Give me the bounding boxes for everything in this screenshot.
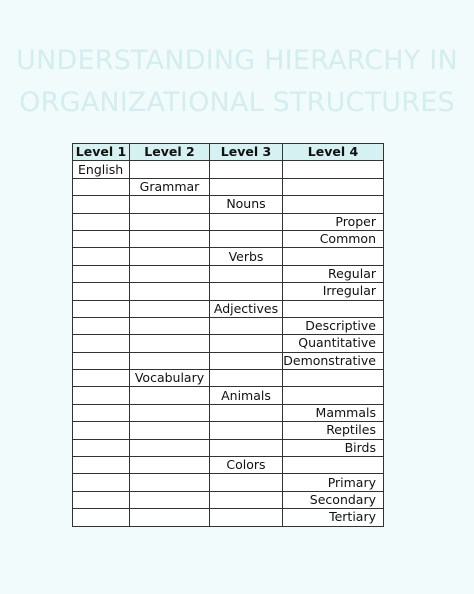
header-level-4: Level 4	[283, 144, 384, 161]
table-header-row	[73, 144, 384, 161]
table-cell-level-3[interactable]	[210, 178, 283, 195]
table-cell-level-3[interactable]	[210, 265, 283, 282]
table-cell-level-2[interactable]	[130, 352, 210, 369]
hierarchy-table-container	[72, 143, 383, 527]
table-cell-level-2[interactable]	[130, 196, 210, 213]
table-cell-level-1[interactable]	[73, 474, 130, 491]
table-cell-level-3[interactable]: Colors	[210, 457, 283, 474]
table-row	[73, 457, 384, 474]
table-cell-level-4[interactable]	[283, 370, 384, 387]
table-cell-level-2[interactable]	[130, 213, 210, 230]
table-row	[73, 335, 384, 352]
table-cell-level-2[interactable]	[130, 161, 210, 178]
table-cell-level-2[interactable]	[130, 317, 210, 334]
table-cell-level-4[interactable]: Irregular	[283, 283, 384, 300]
table-cell-level-2[interactable]	[130, 439, 210, 456]
table-cell-level-2[interactable]	[130, 422, 210, 439]
table-cell-level-1[interactable]	[73, 404, 130, 421]
table-row	[73, 213, 384, 230]
table-body	[73, 161, 384, 526]
table-cell-level-4[interactable]: Reptiles	[283, 422, 384, 439]
table-cell-level-4[interactable]: Quantitative	[283, 335, 384, 352]
table-cell-level-2[interactable]	[130, 457, 210, 474]
table-cell-level-4[interactable]	[283, 248, 384, 265]
table-row	[73, 317, 384, 334]
table-cell-level-2[interactable]	[130, 474, 210, 491]
table-cell-level-4[interactable]: Demonstrative	[283, 352, 384, 369]
table-cell-level-4[interactable]	[283, 196, 384, 213]
table-cell-level-2[interactable]	[130, 387, 210, 404]
table-row	[73, 439, 384, 456]
table-cell-level-3[interactable]: Verbs	[210, 248, 283, 265]
table-row	[73, 422, 384, 439]
table-cell-level-3[interactable]: Adjectives	[210, 300, 283, 317]
table-cell-level-1[interactable]	[73, 230, 130, 247]
table-cell-level-2[interactable]	[130, 335, 210, 352]
table-cell-level-1[interactable]	[73, 422, 130, 439]
table-cell-level-2[interactable]	[130, 230, 210, 247]
table-cell-level-3[interactable]	[210, 509, 283, 526]
table-row	[73, 283, 384, 300]
table-cell-level-2[interactable]	[130, 300, 210, 317]
table-cell-level-4[interactable]: Descriptive	[283, 317, 384, 334]
table-row	[73, 196, 384, 213]
table-row	[73, 474, 384, 491]
table-cell-level-1[interactable]	[73, 457, 130, 474]
table-cell-level-1[interactable]	[73, 196, 130, 213]
table-cell-level-3[interactable]	[210, 422, 283, 439]
table-row	[73, 300, 384, 317]
table-row	[73, 352, 384, 369]
table-cell-level-2[interactable]: Grammar	[130, 178, 210, 195]
table-row	[73, 370, 384, 387]
table-row	[73, 161, 384, 178]
table-cell-level-3[interactable]: Nouns	[210, 196, 283, 213]
table-row	[73, 248, 384, 265]
table-row	[73, 509, 384, 526]
hierarchy-table	[72, 143, 384, 527]
table-cell-level-3[interactable]	[210, 352, 283, 369]
table-cell-level-3[interactable]	[210, 230, 283, 247]
table-cell-level-4[interactable]	[283, 457, 384, 474]
table-cell-level-1[interactable]	[73, 317, 130, 334]
table-cell-level-3[interactable]	[210, 370, 283, 387]
table-row	[73, 491, 384, 508]
table-cell-level-3[interactable]	[210, 439, 283, 456]
table-cell-level-3[interactable]: Animals	[210, 387, 283, 404]
page-title-line-1: UNDERSTANDING HIERARCHY IN	[16, 45, 458, 76]
table-cell-level-3[interactable]	[210, 474, 283, 491]
table-cell-level-1[interactable]	[73, 370, 130, 387]
table-cell-level-2[interactable]	[130, 248, 210, 265]
header-level-2: Level 2	[130, 144, 210, 161]
header-level-1: Level 1	[73, 144, 130, 161]
table-cell-level-1[interactable]	[73, 439, 130, 456]
table-cell-level-4[interactable]	[283, 161, 384, 178]
table-cell-level-4[interactable]: Regular	[283, 265, 384, 282]
table-cell-level-1[interactable]	[73, 265, 130, 282]
table-cell-level-3[interactable]	[210, 161, 283, 178]
table-cell-level-3[interactable]	[210, 491, 283, 508]
table-cell-level-1[interactable]	[73, 213, 130, 230]
table-cell-level-1[interactable]: English	[73, 161, 130, 178]
table-cell-level-1[interactable]	[73, 335, 130, 352]
table-row	[73, 265, 384, 282]
table-row	[73, 404, 384, 421]
table-cell-level-3[interactable]	[210, 283, 283, 300]
page-title-line-2: ORGANIZATIONAL STRUCTURES	[19, 87, 455, 118]
table-cell-level-1[interactable]	[73, 352, 130, 369]
table-cell-level-2[interactable]	[130, 491, 210, 508]
table-cell-level-3[interactable]	[210, 213, 283, 230]
header-level-3: Level 3	[210, 144, 283, 161]
table-cell-level-2[interactable]	[130, 404, 210, 421]
table-cell-level-4[interactable]	[283, 178, 384, 195]
table-cell-level-4[interactable]: Tertiary	[283, 509, 384, 526]
table-cell-level-4[interactable]: Common	[283, 230, 384, 247]
table-cell-level-3[interactable]	[210, 335, 283, 352]
table-cell-level-4[interactable]: Primary	[283, 474, 384, 491]
table-cell-level-2[interactable]	[130, 265, 210, 282]
table-cell-level-1[interactable]	[73, 178, 130, 195]
table-cell-level-2[interactable]	[130, 509, 210, 526]
table-cell-level-4[interactable]	[283, 387, 384, 404]
table-cell-level-4[interactable]: Secondary	[283, 491, 384, 508]
table-row	[73, 230, 384, 247]
table-cell-level-1[interactable]	[73, 387, 130, 404]
table-cell-level-1[interactable]	[73, 300, 130, 317]
table-cell-level-4[interactable]: Proper	[283, 213, 384, 230]
table-cell-level-1[interactable]	[73, 509, 130, 526]
table-cell-level-4[interactable]: Mammals	[283, 404, 384, 421]
table-cell-level-1[interactable]	[73, 491, 130, 508]
table-cell-level-2[interactable]: Vocabulary	[130, 370, 210, 387]
table-row	[73, 387, 384, 404]
table-cell-level-1[interactable]	[73, 283, 130, 300]
table-cell-level-4[interactable]: Birds	[283, 439, 384, 456]
table-cell-level-3[interactable]	[210, 317, 283, 334]
table-cell-level-3[interactable]	[210, 404, 283, 421]
table-row	[73, 178, 384, 195]
table-cell-level-2[interactable]	[130, 283, 210, 300]
table-cell-level-1[interactable]	[73, 248, 130, 265]
table-cell-level-4[interactable]	[283, 300, 384, 317]
